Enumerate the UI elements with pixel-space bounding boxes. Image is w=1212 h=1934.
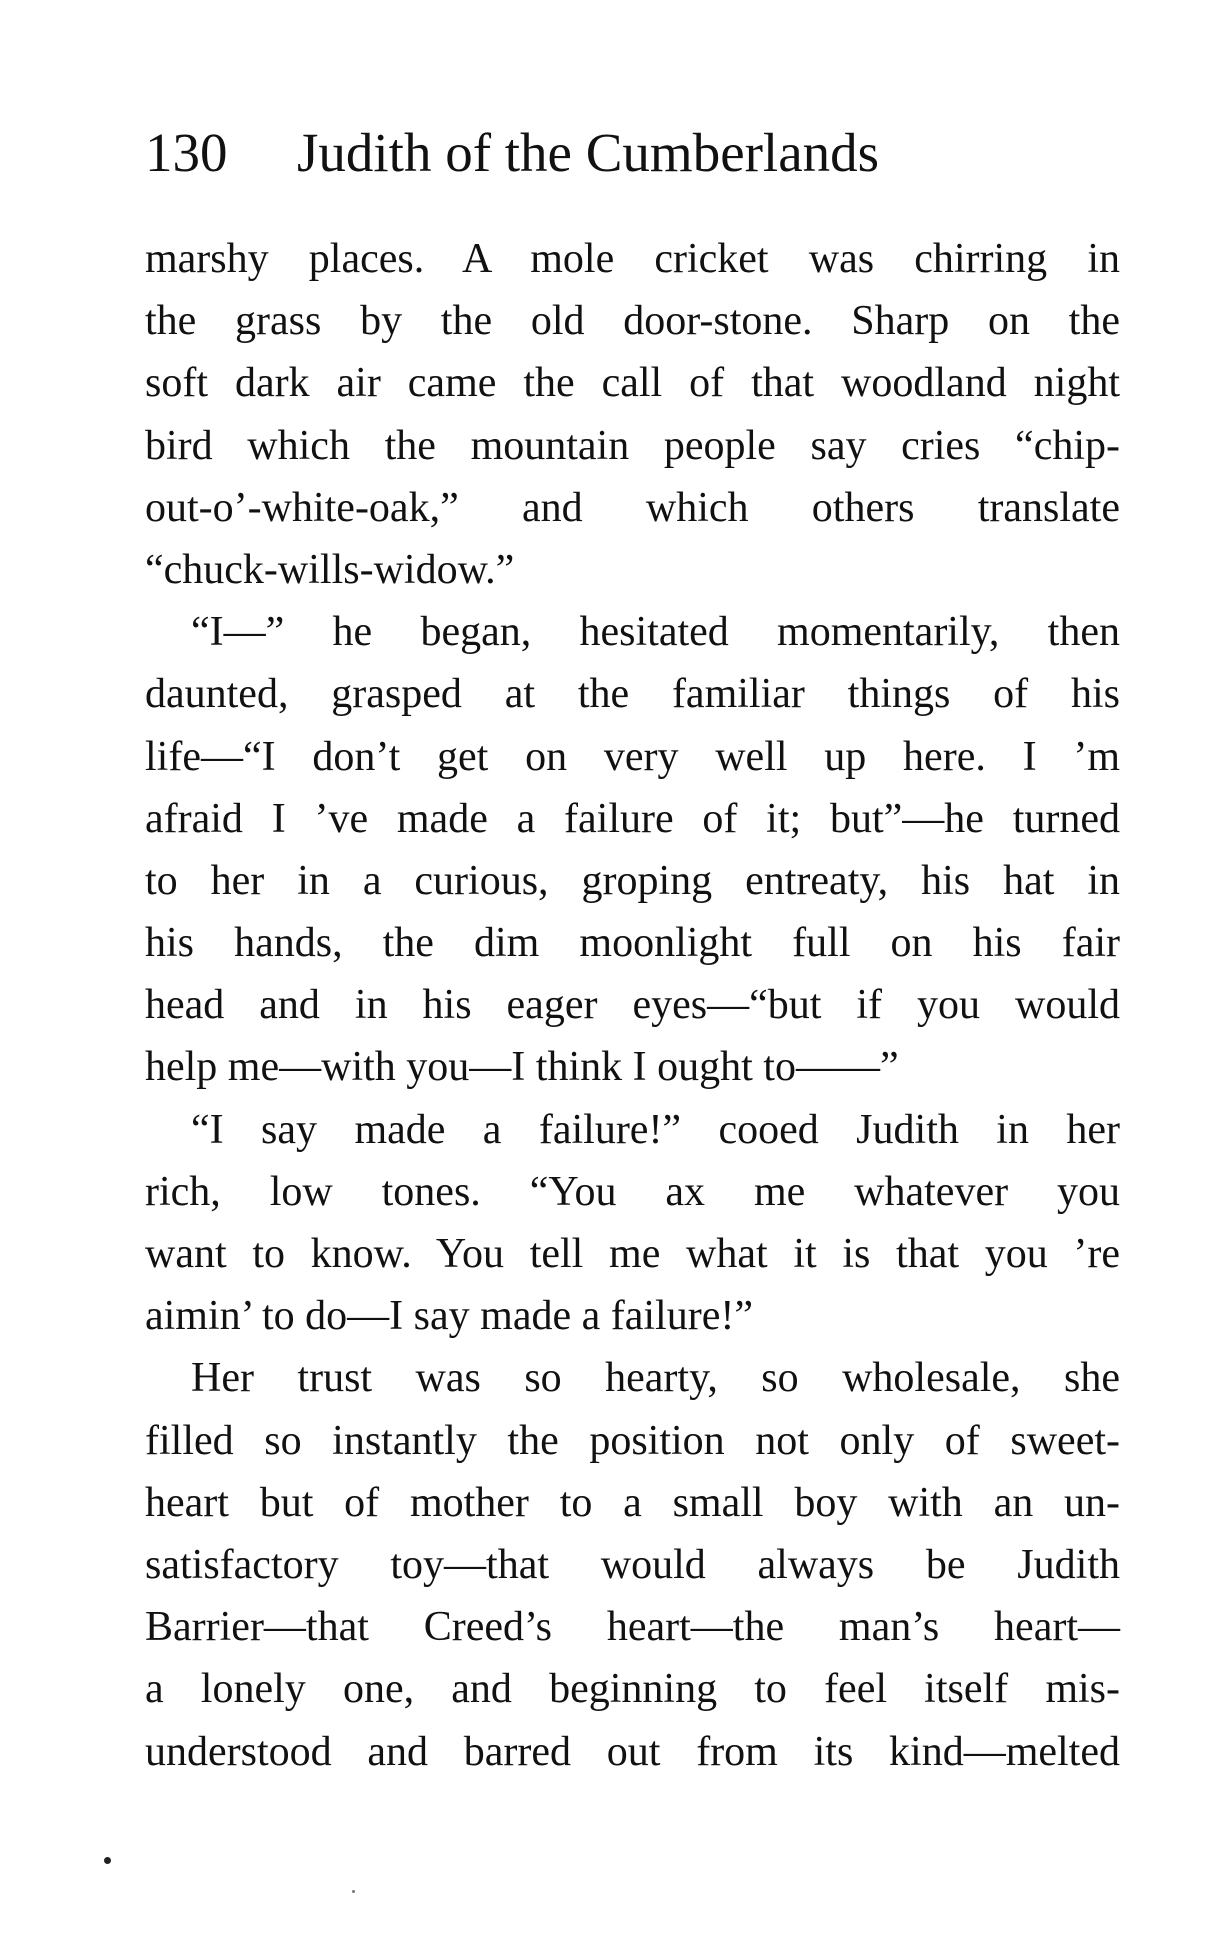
text-line: the grass by the old door-stone. Sharp on the [145, 298, 1120, 345]
text-line: satisfactory toy—that would always be Judith [145, 1541, 1120, 1588]
ink-speck [104, 1857, 111, 1864]
text-line: understood and barred out from its kind—melted [145, 1728, 1120, 1775]
ink-speck [352, 1890, 355, 1893]
text-line: “chuck-wills-widow.” [145, 546, 515, 593]
text-line: Her trust was so hearty, so wholesale, she [191, 1355, 1120, 1402]
text-line: head and in his eager eyes—“but if you would [145, 982, 1120, 1029]
text-line: want to know. You tell me what it is that you ’re [145, 1231, 1120, 1277]
text-line: life—“I don’t get on very well up here. I ’m [145, 733, 1120, 780]
text-line: marshy places. A mole cricket was chirring in [145, 236, 1120, 282]
text-line: his hands, the dim moonlight full on his fair [145, 920, 1120, 967]
running-title: Judith of the Cumberlands [297, 122, 880, 183]
text-line: a lonely one, and beginning to feel itself mis- [145, 1666, 1120, 1713]
text-line: daunted, grasped at the familiar things of his [145, 671, 1120, 718]
text-line: Barrier—that Creed’s heart—the man’s heart— [145, 1604, 1120, 1651]
text-line: to her in a curious, groping entreaty, his hat in [145, 857, 1120, 904]
text-line: “I say made a failure!” cooed Judith in her [191, 1106, 1120, 1153]
text-line: aimin’ to do—I say made a failure!” [145, 1293, 753, 1340]
text-line: out-o’-white-oak,” and which others translate [145, 484, 1120, 531]
body-text [145, 228, 1120, 1783]
text-line: soft dark air came the call of that woodland night [145, 360, 1120, 407]
text-line: bird which the mountain people say cries “chip- [145, 422, 1120, 469]
text-line: “I—” he began, hesitated momentarily, then [191, 609, 1120, 656]
text-line: heart but of mother to a small boy with an un- [145, 1479, 1120, 1526]
text-line: rich, low tones. “You ax me whatever you [145, 1168, 1120, 1215]
running-head [145, 118, 1125, 188]
text-line: filled so instantly the position not only of sweet- [145, 1417, 1120, 1464]
page-number: 130 [145, 122, 228, 183]
text-line: help me—with you—I think I ought to——” [145, 1044, 899, 1091]
text-line: afraid I ’ve made a failure of it; but”—he turned [145, 795, 1120, 842]
